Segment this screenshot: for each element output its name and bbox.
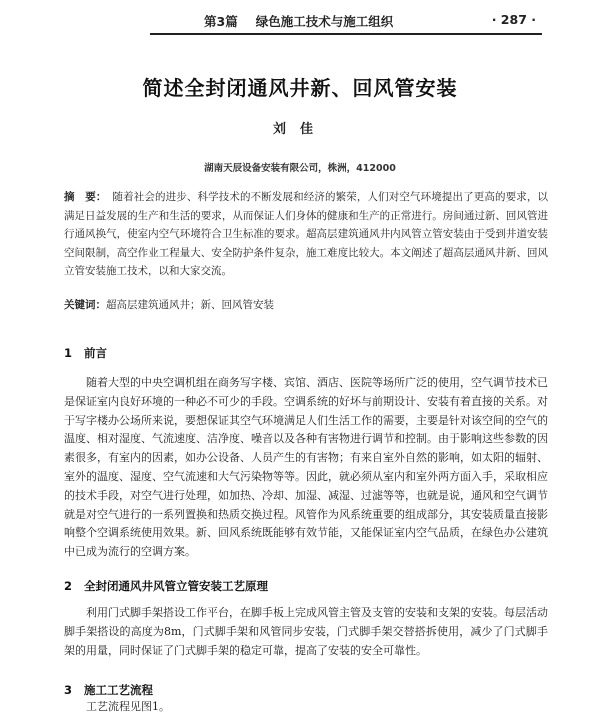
keywords-text: 超高层建筑通风井；新、回风管安装 [106,299,274,311]
section-heading [64,345,107,361]
running-header-left [204,12,393,30]
paragraph: 利用门式脚手架搭设工作平台，在脚手板上完成风管主管及支管的安装和支架的安装。每层活动脚手架搭设的高度为8m，门式脚手架和风管同步安装，门式脚手架交替搭拆使用，减少了门式脚手架的用量，同时保证了门式脚手架的稳定可靠，提高了安装的安全可靠性。 [64,606,548,657]
running-header [150,7,542,35]
section-heading [64,682,153,698]
section-number: 1 [64,346,73,360]
keywords-label: 关键词： [64,299,106,311]
article-title: 简述全封闭通风井新、回风管安装 [142,76,458,100]
abstract [64,188,548,281]
section-number: 2 [64,579,73,593]
section-heading-text: 全封闭通风井风管立管安装工艺原理 [84,579,268,593]
page-number: · 287 · [491,12,536,27]
paragraph: 随着大型的中央空调机组在商务写字楼、宾馆、酒店、医院等场所广泛的使用，空气调节技术已是保证室内良好环境的一种必不可少的手段。空调系统的好坏与前期设计、安装有着直接的关系。对于写字楼办公场所来说，要想保证其空气环境满足人们生活工作的需要，主要是针对该空间的空气的温度、相对湿度、气流速度、洁净度、噪音以及各种有害物进行调节和控制。由于影响这些参数的因素很多，有室内的因素，如办公设备、人员产生的有害物；有来自室外自然的影响，如太阳的辐射、室外的温度、湿度、空气流速和大气污染物等等。因此，就必须从室内和室外两方面入手，采取相应的技术手段，对空气进行处理，如加热、冷却、加湿、减湿、过滤等等，也就是说，通风和空气调节就是对空气进行的一系列置换和热质交换过程。风管作为风系统重要的组成部分，其安装质量直接影响整个空调系统使用效果。新、回风系统既能够有效节能，又能保证室内空气品质，在绿色办公建筑中已成为流行的空调方案。 [64,376,548,559]
paragraph: 工艺流程见图1。 [86,700,170,713]
keywords [64,296,548,314]
chapter-label: 第3篇 [204,14,238,29]
section-heading-text: 前言 [84,346,107,360]
section-heading-text: 施工工艺流程 [84,683,153,697]
section-number: 3 [64,683,73,697]
author-affiliation: 湖南天辰设备安装有限公司，株洲，412000 [204,163,396,174]
abstract-label: 摘 要： [64,191,107,203]
section-title: 绿色施工技术与施工组织 [255,14,394,29]
section-heading [64,578,268,594]
abstract-text: 随着社会的进步、科学技术的不断发展和经济的繁荣，人们对空气环境提出了更高的要求，以满足日益发展的生产和生活的要求，从而保证人们身体的健康和生产的正常进行。房间通过新、回风管进行通风换气，使室内空气环境符合卫生标准的要求。超高层建筑通风井内风管立管安装由于受到井道安装空间限制，高空作业工程量大、安全防护条件复杂，施工难度比较大。本文阐述了超高层通风井新、回风立管安装施工技术，以和大家交流。 [64,191,548,277]
author-name: 刘佳 [272,122,327,137]
